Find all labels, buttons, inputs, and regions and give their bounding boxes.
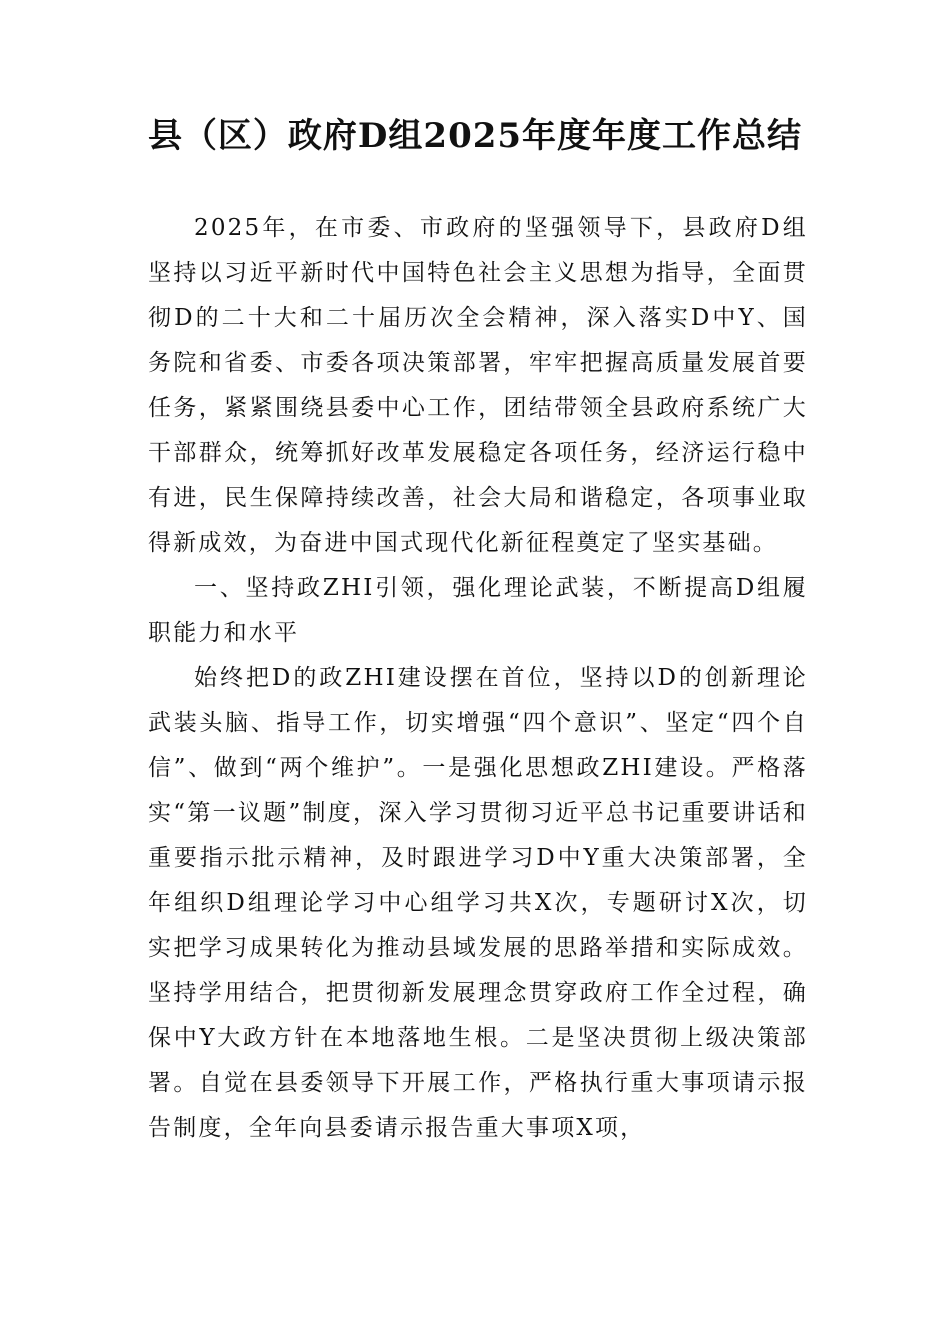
document-body <box>148 206 808 1151</box>
section-heading-1: 一、坚持政ZHI引领，强化理论武装，不断提高D组履职能力和水平 <box>148 575 808 646</box>
paragraph-intro: 2025年，在市委、市政府的坚强领导下，县政府D组坚持以习近平新时代中国特色社会主义思想为指导，全面贯彻D的二十大和二十届历次全会精神，深入落实D中Y、国务院和省委、市委各项决策部署，牢牢把握高质量发展首要任务，紧紧围绕县委中心工作，团结带领全县政府系统广大干部群众，统筹抓好改革发展稳定各项任务，经济运行稳中有进，民生保障持续改善，社会大局和谐稳定，各项事业取得新成效，为奋进中国式现代化新征程奠定了坚实基础。 <box>148 215 808 556</box>
paragraph-section-1: 始终把D的政ZHI建设摆在首位，坚持以D的创新理论武装头脑、指导工作，切实增强“四个意识”、坚定“四个自信”、做到“两个维护”。一是强化思想政ZHI建设。严格落实“第一议题”制度，深入学习贯彻习近平总书记重要讲话和重要指示批示精神，及时跟进学习D中Y重大决策部署，全年组织D组理论学习中心组学习共X次，专题研讨X次，切实把学习成果转化为推动县域发展的思路举措和实际成效。坚持学用结合，把贯彻新发展理念贯穿政府工作全过程，确保中Y大政方针在本地落地生根。二是坚决贯彻上级决策部署。自觉在县委领导下开展工作，严格执行重大事项请示报告制度，全年向县委请示报告重大事项X项， <box>148 665 808 1141</box>
document-title: 县（区）政府D组2025年度年度工作总结 <box>147 116 803 156</box>
